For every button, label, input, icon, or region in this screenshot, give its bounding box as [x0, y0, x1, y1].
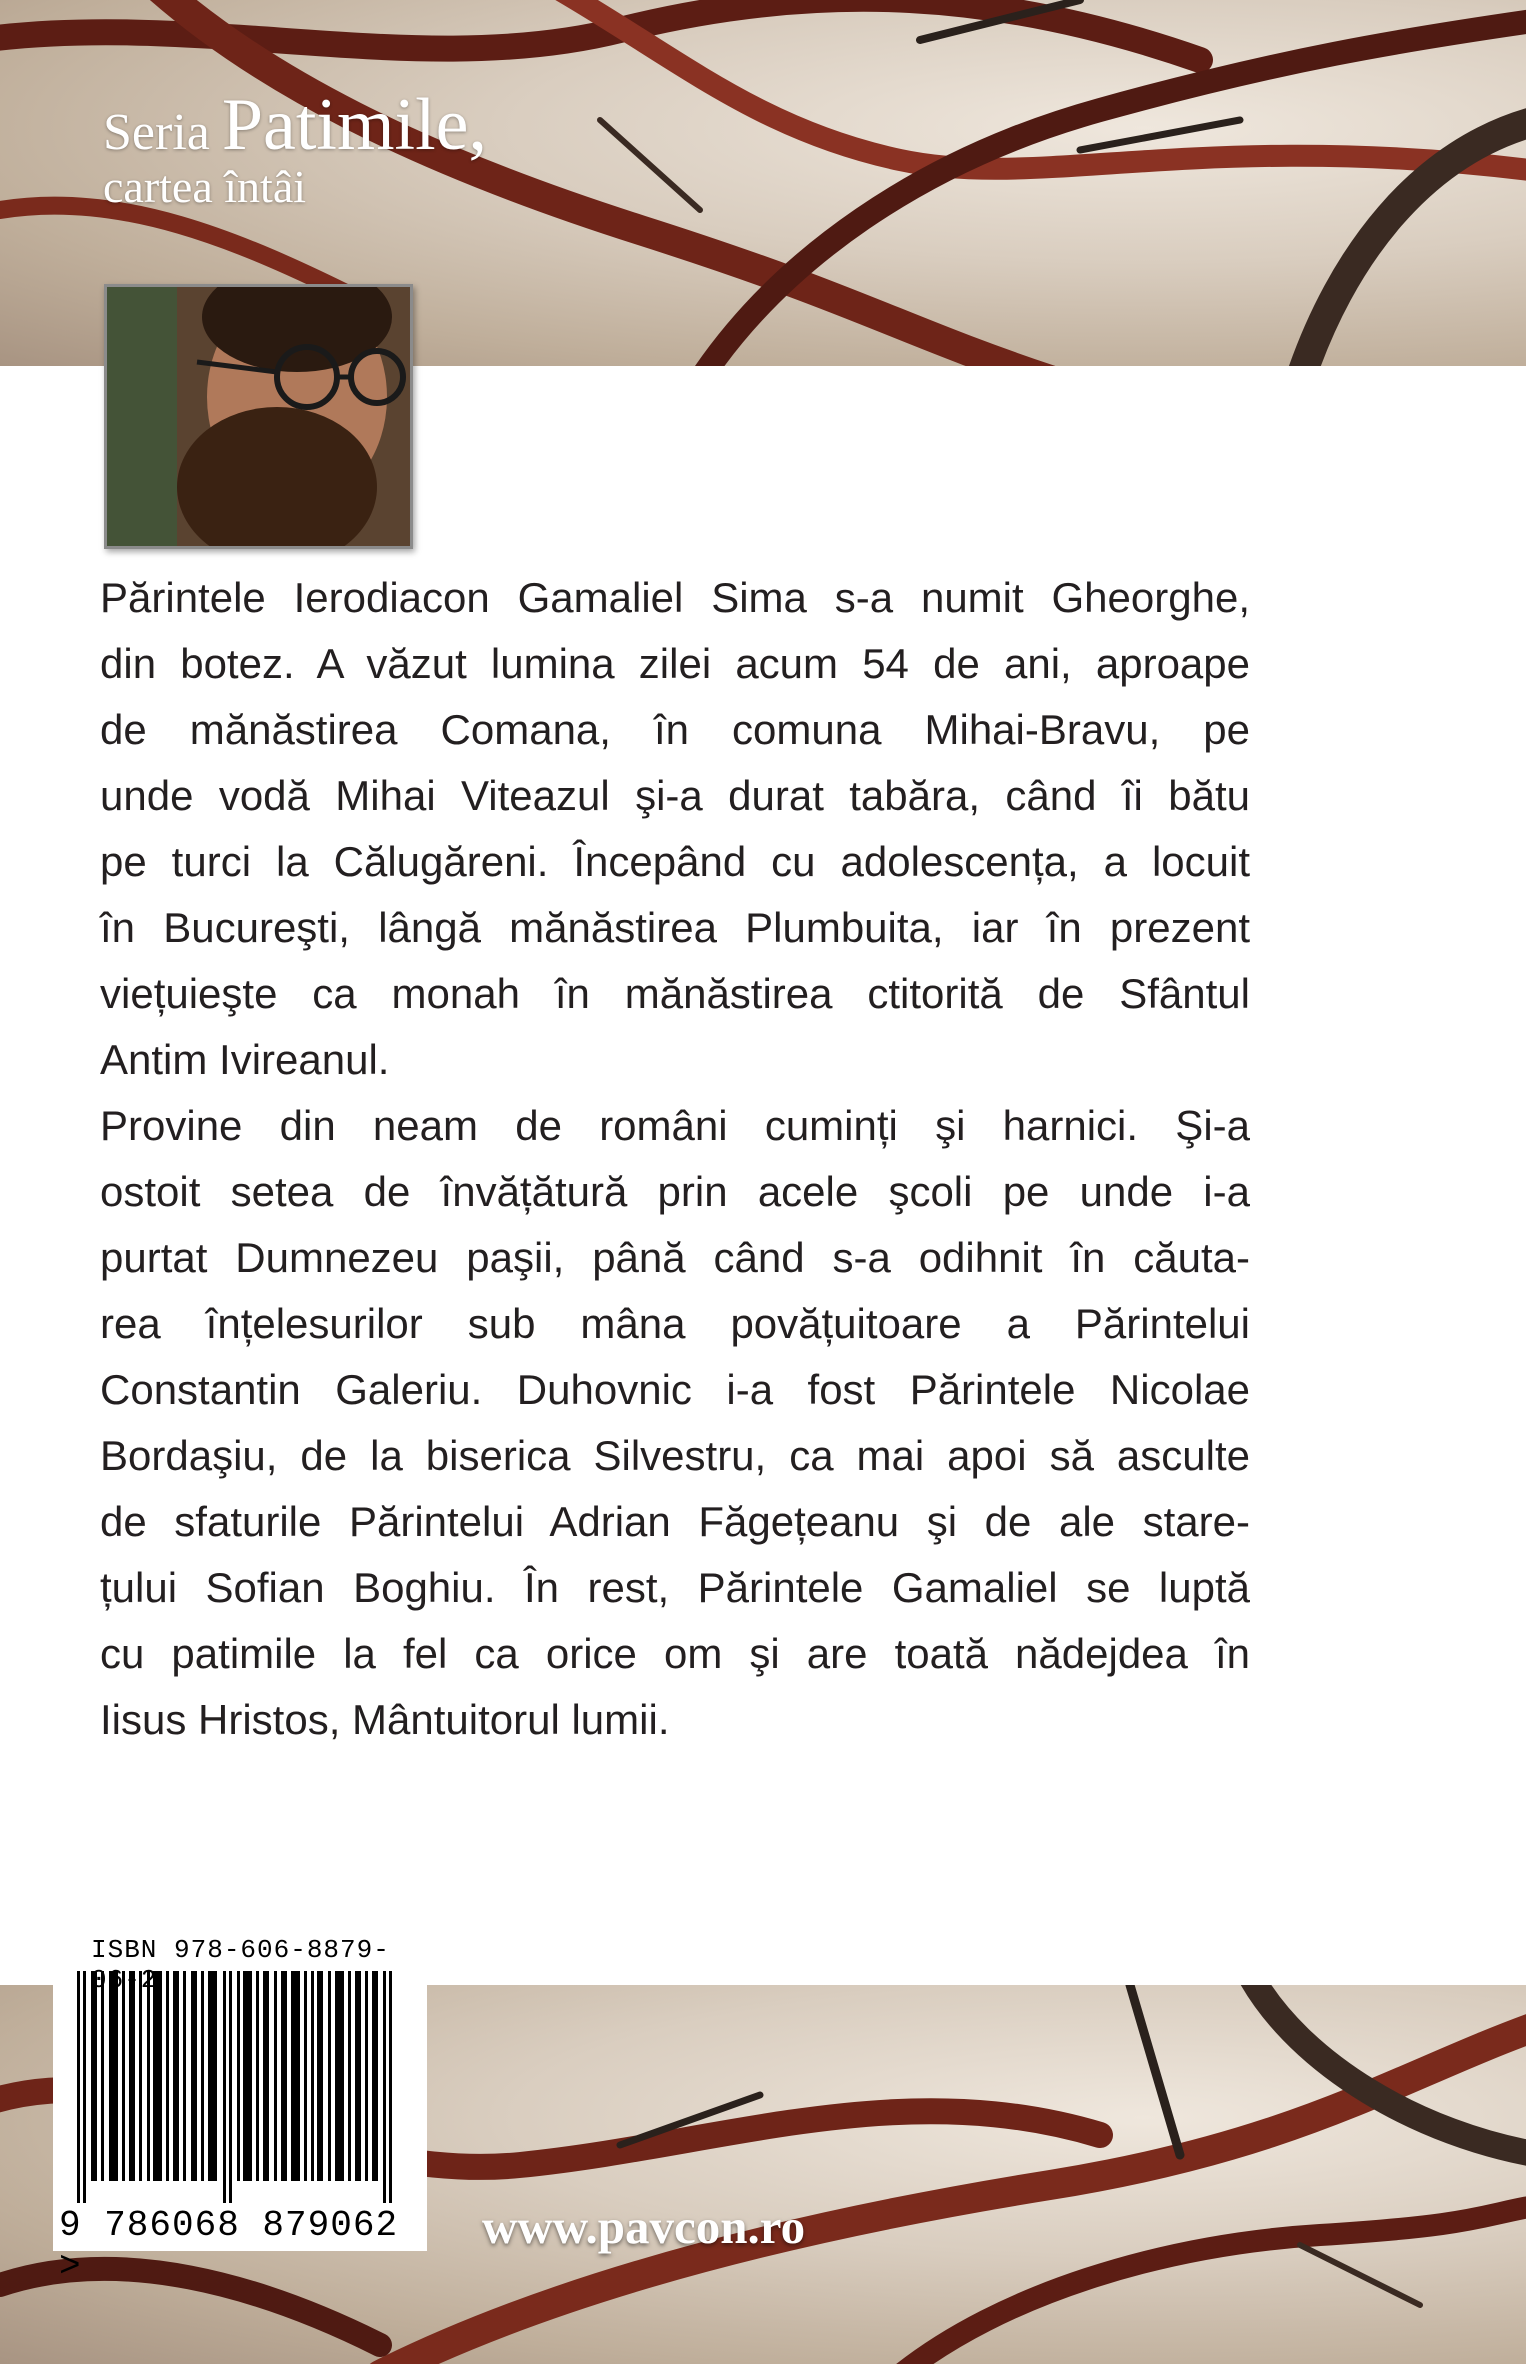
- author-photo: [104, 284, 413, 549]
- author-portrait-illustration: [107, 287, 410, 546]
- bio-line: de sfaturile Părintelui Adrian Făgețeanu şi de ale stare-: [100, 1498, 1250, 1545]
- bio-line: purtat Dumnezeu paşii, până când s-a odihnit în căuta-: [100, 1234, 1250, 1281]
- bio-line: țului Sofian Boghiu. În rest, Părintele Gamaliel se luptă: [100, 1564, 1250, 1611]
- author-biography: [100, 565, 1250, 1753]
- bio-line: unde vodă Mihai Viteazul şi-a durat tabăra, când îi bătu: [100, 772, 1250, 819]
- isbn-number: ISBN 978-606-8879-0 -2: [91, 1935, 390, 1995]
- bio-line: viețuieşte ca monah în mănăstirea ctitorită de Sfântul: [100, 970, 1250, 1017]
- bio-line: cu patimile la fel ca orice om şi are toată nădejdea în: [100, 1630, 1250, 1677]
- bio-line: rea înțelesurilor sub mâna povățuitoare a Părintelui: [100, 1300, 1250, 1347]
- barcode-digits: 9 786068 879062 >: [59, 2205, 399, 2287]
- bio-line: Constantin Galeriu. Duhovnic i-a fost Părintele Nicolae: [100, 1366, 1250, 1413]
- bio-line: Bordaşiu, de la biserica Silvestru, ca mai apoi să asculte: [100, 1432, 1250, 1479]
- bio-line: Iisus Hristos, Mântuitorul lumii.: [100, 1696, 670, 1743]
- series-prefix: Seria: [103, 104, 210, 161]
- bio-line: pe turci la Călugăreni. Începând cu adolescența, a locuit: [100, 838, 1250, 885]
- bio-line: Provine din neam de români cuminți şi harnici. Şi-a: [100, 1102, 1250, 1149]
- series-title: [103, 84, 487, 212]
- bio-line: de mănăstirea Comana, în comuna Mihai-Bravu, pe: [100, 706, 1250, 753]
- publisher-website[interactable]: www.pavcon.ro: [482, 2199, 806, 2254]
- isbn-barcode: [53, 1929, 427, 2287]
- bio-line: Antim Ivireanul.: [100, 1036, 390, 1083]
- barcode-bars: [63, 1971, 417, 2203]
- series-name: Patimile,: [221, 84, 487, 166]
- bio-line: Părintele Ierodiacon Gamaliel Sima s-a numit Gheorghe,: [100, 574, 1250, 621]
- bio-line: în Bucureşti, lângă mănăstirea Plumbuita, iar în prezent: [100, 904, 1250, 951]
- series-subtitle: cartea întâi: [103, 161, 307, 212]
- bio-line: din botez. A văzut lumina zilei acum 54 de ani, aproape: [100, 640, 1250, 687]
- bio-line: ostoit setea de învățătură prin acele şcoli pe unde i-a: [100, 1168, 1250, 1215]
